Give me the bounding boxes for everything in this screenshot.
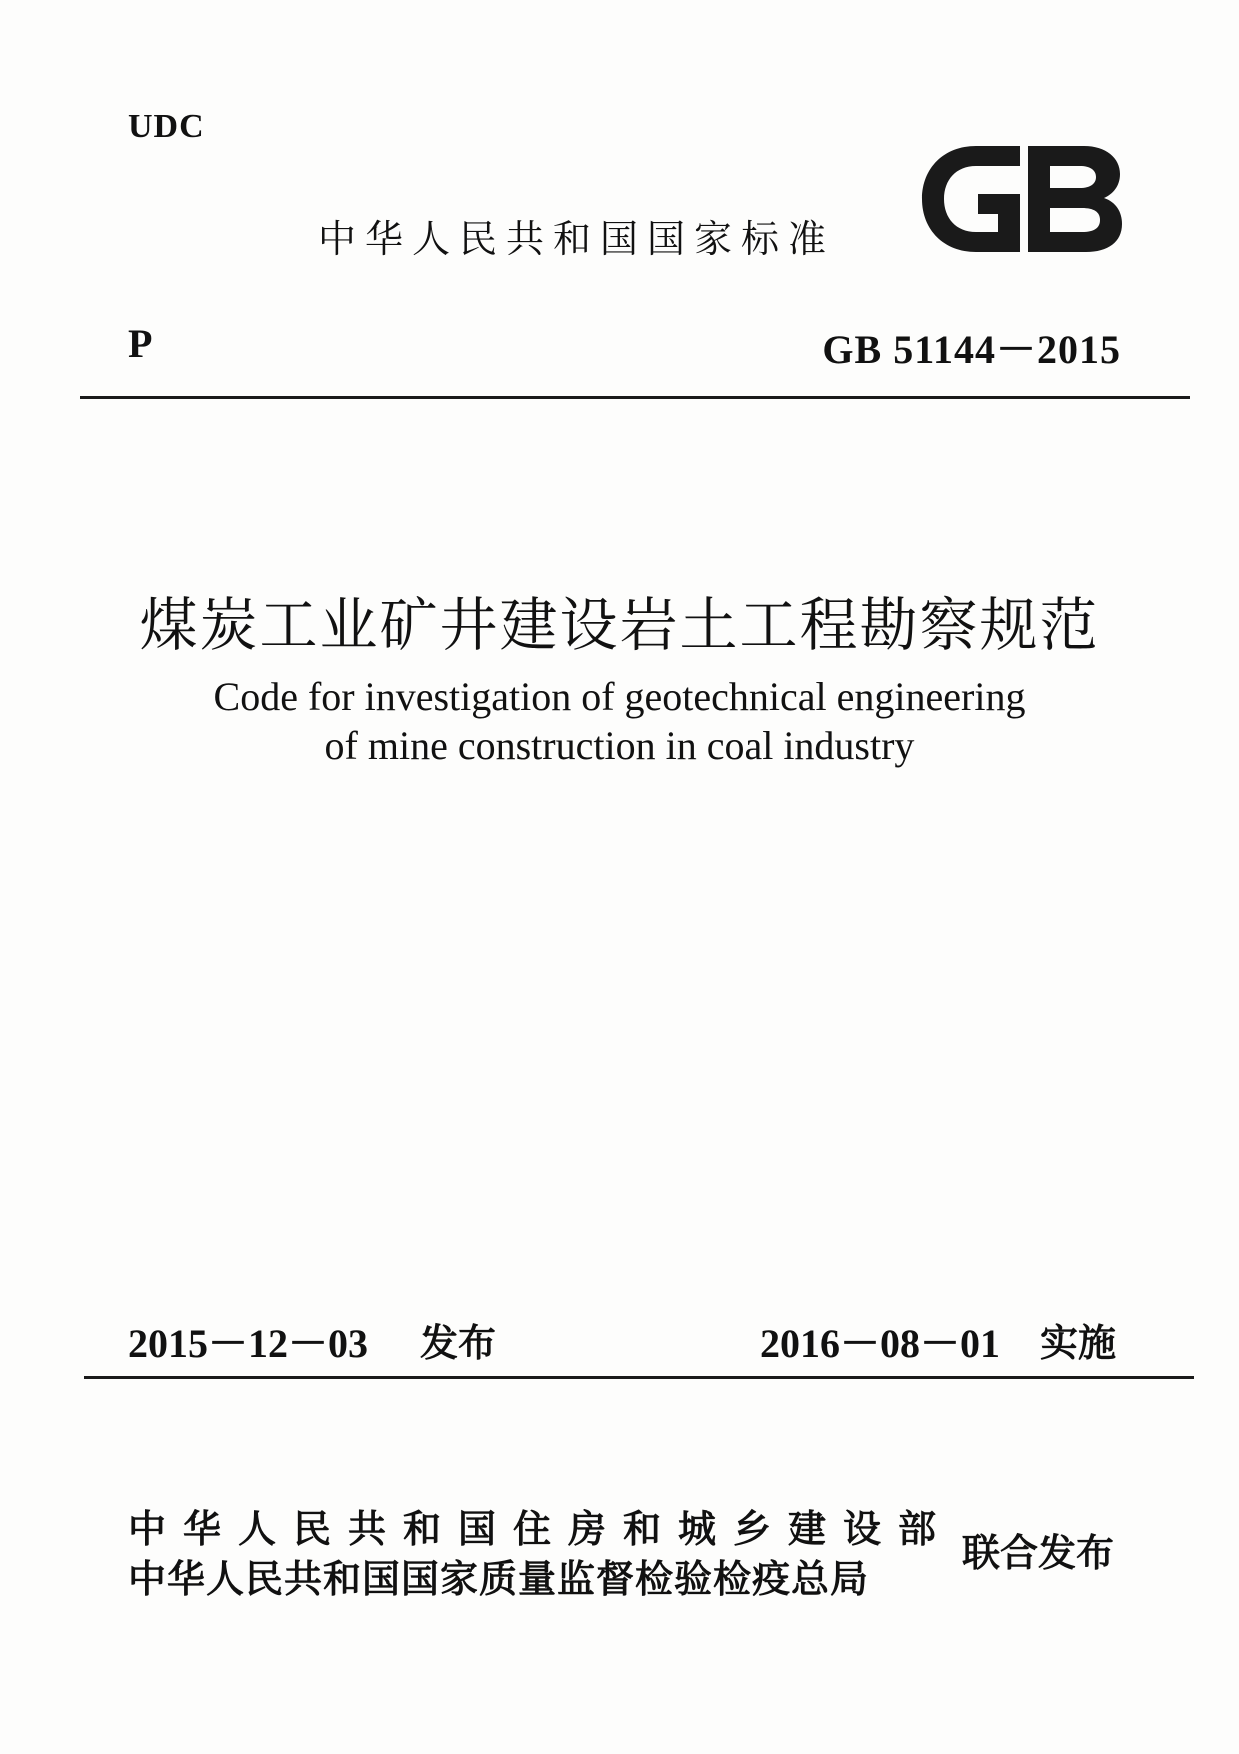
udc-label: UDC: [128, 108, 205, 145]
classification-code: P: [128, 321, 153, 366]
issue-label: 发布: [420, 1321, 497, 1365]
implementation-label: 实施: [1040, 1321, 1117, 1365]
title-english-line-2: of mine construction in coal industry: [324, 723, 915, 768]
gb-logo: [916, 140, 1126, 258]
footer-divider: [84, 1376, 1194, 1379]
issuer-ministry-housing: 中华人民共和国住房和城乡建设部: [128, 1507, 954, 1551]
standard-number: GB 51144－2015: [822, 327, 1121, 372]
title-english: [0, 672, 1239, 770]
header-divider: [80, 396, 1190, 399]
issuer-aqsiq: 中华人民共和国国家质量监督检验检疫总局: [128, 1557, 870, 1601]
standard-type-title: 中华人民共和国国家标准: [318, 217, 836, 261]
title-english-line-1: Code for investigation of geotechnical engineering: [213, 674, 1026, 719]
title-chinese: 煤炭工业矿井建设岩土工程勘察规范: [139, 591, 1100, 659]
implementation-date: 2016－08－01: [760, 1321, 1000, 1366]
joint-issue-label: 联合发布: [962, 1531, 1115, 1575]
issue-date: 2015－12－03: [128, 1321, 368, 1366]
